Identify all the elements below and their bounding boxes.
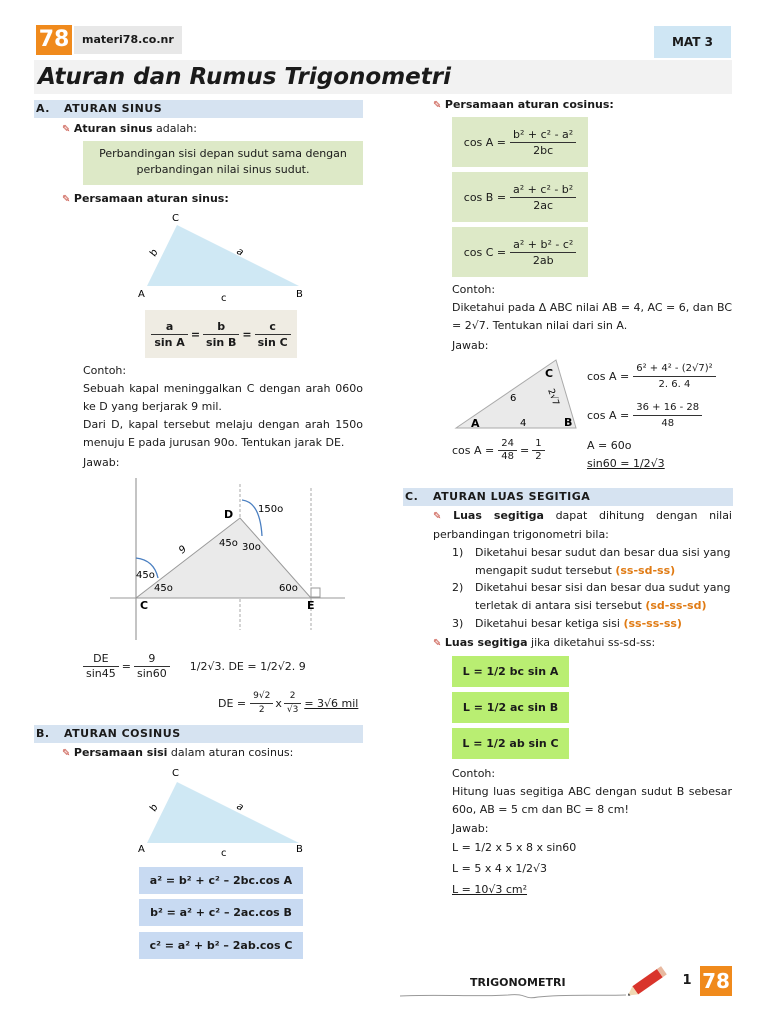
- side-4: 4: [520, 418, 527, 429]
- cosB-box: cos B = $\frac{\text{a² + c² - b²}}{2ac}$: [452, 172, 588, 222]
- luas-work-2: L = 5 x 4 x 1/2√3: [452, 862, 548, 875]
- cos-work-1: cos A = $\frac{\text{6² + 4² - (2√7)²}}{2. 6. 4}$: [587, 361, 716, 392]
- triangle-shape: [147, 225, 299, 286]
- jawab-label: Jawab:: [452, 822, 489, 835]
- footer-squiggle: [398, 988, 628, 1002]
- frac-9-sin60: $\frac{9}{\sin 60}$: [134, 652, 170, 681]
- luas-item-1: 1) Diketahui besar sudut dan besar dua sisi yang mengapit sudut tersebut (ss-sd-ss): [452, 546, 731, 577]
- vertex-c: C: [172, 213, 179, 224]
- point-d: D: [224, 508, 234, 521]
- frac-c-sinc: $\frac{c}{\text{sin C}}$: [255, 319, 291, 350]
- formula-b-squared: b² = a² + c² – 2ac.cos B: [139, 899, 303, 926]
- vertex-b: B: [296, 844, 303, 855]
- luas-soal: Hitung luas segitiga ABC dengan sudut B sebesar 60o, AB = 5 cm dan BC = 8 cm!: [452, 785, 732, 816]
- luas-formula-c: L = 1/2 ab sin C: [452, 728, 569, 759]
- section-b-header: B. ATURAN COSINUS: [34, 725, 363, 743]
- frac-a-sina: $\frac{a}{\text{sin A}}$: [151, 319, 188, 350]
- section-a-header: A. ATURAN SINUS: [34, 100, 363, 118]
- vertex-a: A: [138, 289, 145, 300]
- side-2root7: 2√7: [545, 387, 561, 408]
- pencil-icon: ✎: [62, 194, 71, 205]
- bullet-persamaan-cosinus: ✎ Persamaan aturan cosinus:: [433, 98, 614, 111]
- luas-result: L = 10√3 cm²: [452, 883, 528, 896]
- calc-line-1: $\frac{DE}{\sin 45}$ = $\frac{9}{\sin 60}$ 1/2√3. DE = 1/2√2. 9: [83, 652, 306, 681]
- angle-60: 60o: [279, 583, 298, 594]
- pencil-icon: ✎: [433, 100, 442, 111]
- angle-45-d: 45o: [219, 538, 238, 549]
- pencil-icon: ✎: [62, 124, 71, 135]
- side-c: c: [221, 293, 227, 304]
- bullet-persamaan-sisi: ✎ Persamaan sisi dalam aturan cosinus:: [62, 746, 294, 759]
- luas-item-3: 3) Diketahui besar ketiga sisi (ss-ss-ss): [452, 617, 682, 630]
- frac-b-sinb: $\frac{b}{\text{sin B}}$: [203, 319, 239, 350]
- vertex-c: C: [545, 367, 554, 380]
- sinus-rule-box: $\frac{a}{\text{sin A}}$ = $\frac{b}{\text{sin B}}$ = $\frac{c}{\text{sin C}}$: [145, 310, 297, 358]
- triangle-shape: [147, 782, 299, 843]
- bullet-luas-ss-sd-ss: ✎ Luas segitiga jika diketahui ss-sd-ss:: [433, 636, 656, 649]
- page-number: 1: [682, 973, 692, 988]
- page-title: Aturan dan Rumus Trigonometri: [38, 64, 452, 90]
- calc-line-2: DE = $\frac{9√2}{2}$ x $\frac{2}{√3}$ = 3√6 mil: [218, 691, 359, 715]
- cos-work-4: A = 60o: [587, 439, 632, 452]
- luas-intro: ✎ Luas segitiga dapat dihitung dengan nilai perbandingan trigonometri bila:: [433, 509, 732, 541]
- formula-c-squared: c² = a² + b² – 2ab.cos C: [139, 932, 303, 959]
- bearing-diagram: [110, 470, 350, 640]
- side-9: 9: [177, 543, 189, 557]
- vertex-c: C: [172, 768, 179, 779]
- vertex-a: A: [471, 417, 480, 430]
- side-c: c: [221, 848, 227, 859]
- contoh-label: Contoh:: [452, 767, 496, 780]
- formula-a-squared: a² = b² + c² – 2bc.cos A: [139, 867, 303, 894]
- pencil-icon: ✎: [62, 748, 71, 759]
- contoh-label: Contoh:: [452, 283, 496, 296]
- side-a: a: [234, 800, 246, 814]
- vertex-b: B: [296, 289, 303, 300]
- site-url[interactable]: materi78.co.nr: [74, 26, 182, 54]
- pencil-icon: ✎: [433, 511, 442, 522]
- vertex-a: A: [138, 844, 145, 855]
- cos-example-triangle: [452, 356, 582, 434]
- point-e: E: [307, 599, 315, 612]
- side-a: a: [234, 245, 246, 259]
- luas-formula-b: L = 1/2 ac sin B: [452, 692, 569, 723]
- section-c-header: C. ATURAN LUAS SEGITIGA: [403, 488, 733, 506]
- cos-soal: Diketahui pada Δ ABC nilai AB = 4, AC = 6, dan BC = 2√7. Tentukan nilai dari sin A.: [452, 301, 732, 332]
- pencil-icon: ✎: [433, 638, 442, 649]
- cos-work-3: cos A = $\frac{24}{48}$ = $\frac{1}{2}$: [452, 438, 545, 463]
- bullet-aturan-sinus: ✎ Aturan sinus adalah:: [62, 122, 197, 135]
- sinus-triangle-diagram: [135, 205, 315, 305]
- contoh-paragraph-1: Sebuah kapal meninggalkan C dengan arah 060o ke D yang berjarak 9 mil.: [83, 382, 363, 413]
- cos-work-2: cos A = $\frac{36 + 16 - 28}{48}$: [587, 400, 702, 431]
- luas-work-1: L = 1/2 x 5 x 8 x sin60: [452, 841, 577, 854]
- angle-45-c: 45o: [154, 583, 173, 594]
- side-b: b: [147, 247, 161, 259]
- angle-45-north: 45o: [136, 570, 155, 581]
- point-c: C: [140, 599, 149, 612]
- frac-de-sin45: $\frac{DE}{\sin 45}$: [83, 652, 119, 681]
- jawab-label: Jawab:: [83, 456, 120, 469]
- cosA-box: cos A = $\frac{\text{b² + c² - a²}}{2bc}$: [452, 117, 588, 167]
- angle-150: 150o: [258, 504, 284, 515]
- cos-work-5: sin60 = 1/2√3: [587, 457, 665, 470]
- contoh-label: Contoh:: [83, 364, 127, 377]
- vertex-b: B: [564, 416, 573, 429]
- de-result: = 3√6 mil: [304, 697, 359, 710]
- footer-logo: 78: [700, 966, 732, 996]
- jawab-label: Jawab:: [452, 339, 489, 352]
- footer-label: TRIGONOMETRI: [470, 976, 566, 989]
- subject-badge: MAT 3: [654, 26, 731, 58]
- cosC-box: cos C = $\frac{\text{a² + b² - c²}}{2ab}$: [452, 227, 588, 277]
- luas-item-2: 2) Diketahui besar sisi dan besar dua sudut yang terletak di antara sisi tersebut (sd-ss-sd): [452, 581, 731, 612]
- bullet-persamaan-sinus: ✎ Persamaan aturan sinus:: [62, 192, 229, 205]
- angle-30: 30o: [242, 542, 261, 553]
- contoh-paragraph-2: Dari D, kapal tersebut melaju dengan arah 150o menuju E pada jurusan 90o. Tentukan jarak DE.: [83, 418, 363, 449]
- luas-formula-a: L = 1/2 bc sin A: [452, 656, 569, 687]
- pencil-icon: [626, 962, 674, 998]
- cosinus-triangle-diagram: [135, 762, 315, 862]
- sinus-definition-box: Perbandingan sisi depan sudut sama dengan perbandingan nilai sinus sudut.: [83, 141, 363, 185]
- site-logo: 78: [36, 25, 72, 55]
- side-6: 6: [510, 393, 517, 404]
- side-b: b: [147, 802, 161, 814]
